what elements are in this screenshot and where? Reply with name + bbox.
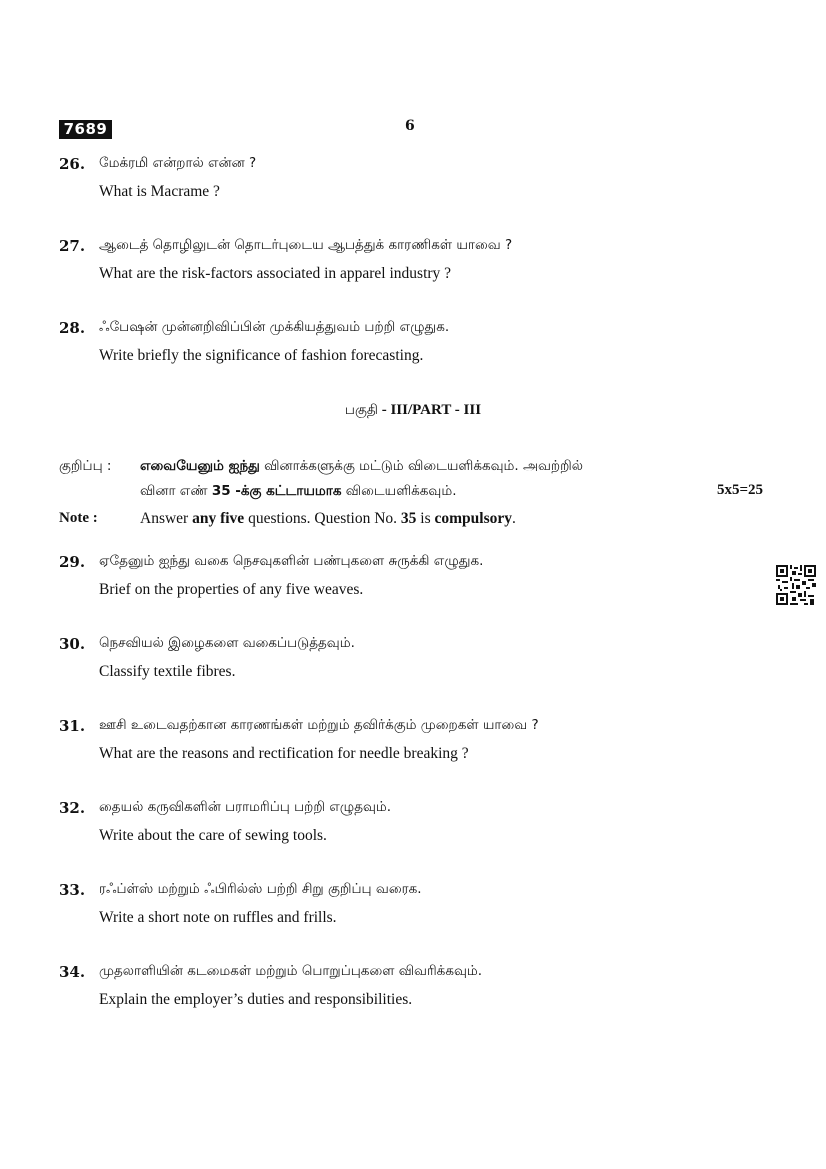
- question-english: Explain the employer’s duties and responsibilities.: [99, 991, 413, 1008]
- question-english: Write briefly the significance of fashion forecasting.: [99, 347, 424, 364]
- note-text: questions. Question No.: [244, 510, 401, 527]
- note-text: is: [416, 510, 435, 527]
- question-english: What are the reasons and rectification for needle breaking ?: [99, 745, 469, 762]
- part-heading-tamil: பகுதி: [344, 402, 378, 418]
- question-number: 34.: [59, 963, 86, 981]
- question-tamil: நெசவியல் இழைகளை வகைப்படுத்தவும்.: [99, 635, 355, 651]
- note-text: .: [512, 510, 516, 527]
- note-bold: any five: [192, 510, 245, 527]
- question-tamil: மேக்ரமி என்றால் என்ன ?: [99, 155, 257, 171]
- note-tamil-line-2: [140, 483, 456, 501]
- question-tamil: ஏதேனும் ஐந்து வகை நெசவுகளின் பண்புகளை சுருக்கி எழுதுக.: [99, 553, 484, 569]
- note-bold: 35: [400, 510, 417, 527]
- question-english: Write a short note on ruffles and frills.: [99, 909, 337, 926]
- qr-code-icon: [776, 565, 816, 605]
- question-english: Brief on the properties of any five weaves.: [99, 581, 364, 598]
- note-bold: compulsory: [434, 510, 512, 527]
- note-label-tamil: குறிப்பு :: [59, 458, 112, 474]
- note-label-english: Note :: [59, 510, 98, 526]
- question-english: Write about the care of sewing tools.: [99, 827, 327, 844]
- question-english: What are the risk-factors associated in apparel industry ?: [99, 265, 452, 282]
- question-number: 32.: [59, 799, 86, 817]
- note-tamil-text: விடையளிக்கவும்.: [341, 483, 457, 499]
- page-number: 6: [405, 118, 415, 134]
- question-tamil: ரஃப்ள்ஸ் மற்றும் ஃபிரில்ஸ் பற்றி சிறு குறிப்பு வரைக.: [99, 881, 422, 897]
- note-tamil-line-1: [140, 458, 583, 476]
- note-text: Answer: [140, 510, 193, 527]
- question-english: Classify textile fibres.: [99, 663, 236, 680]
- note-english: [140, 510, 516, 528]
- marks-allocation: 5x5=25: [717, 482, 764, 498]
- question-number: 29.: [59, 553, 86, 571]
- note-tamil-text: வினாக்களுக்கு மட்டும் விடையளிக்கவும். அவற்றில்: [259, 458, 583, 474]
- question-english: What is Macrame ?: [99, 183, 220, 200]
- part-heading: [0, 402, 826, 420]
- question-number: 28.: [59, 319, 86, 337]
- note-tamil-text: வினா எண்: [140, 483, 212, 499]
- question-number: 33.: [59, 881, 86, 899]
- question-tamil: ஊசி உடைவதற்கான காரணங்கள் மற்றும் தவிர்க்கும் முறைகள் யாவை ?: [99, 717, 539, 733]
- question-tamil: ஆடைத் தொழிலுடன் தொடர்புடைய ஆபத்துக் காரணிகள் யாவை ?: [99, 237, 513, 253]
- question-tamil: முதலாளியின் கடமைகள் மற்றும் பொறுப்புகளை விவரிக்கவும்.: [99, 963, 483, 979]
- question-number: 30.: [59, 635, 86, 653]
- question-number: 27.: [59, 237, 86, 255]
- question-tamil: ஃபேஷன் முன்னறிவிப்பின் முக்கியத்துவம் பற்றி எழுதுக.: [99, 319, 450, 335]
- question-number: 31.: [59, 717, 86, 735]
- note-tamil-bold: 35 -க்கு கட்டாயமாக: [211, 483, 342, 499]
- question-tamil: தையல் கருவிகளின் பராமரிப்பு பற்றி எழுதவும்.: [99, 799, 392, 815]
- question-number: 26.: [59, 155, 86, 173]
- part-heading-english: - III/PART - III: [377, 402, 482, 418]
- paper-code: 7689: [59, 120, 112, 139]
- note-tamil-bold: எவையேனும் ஐந்து: [140, 458, 260, 474]
